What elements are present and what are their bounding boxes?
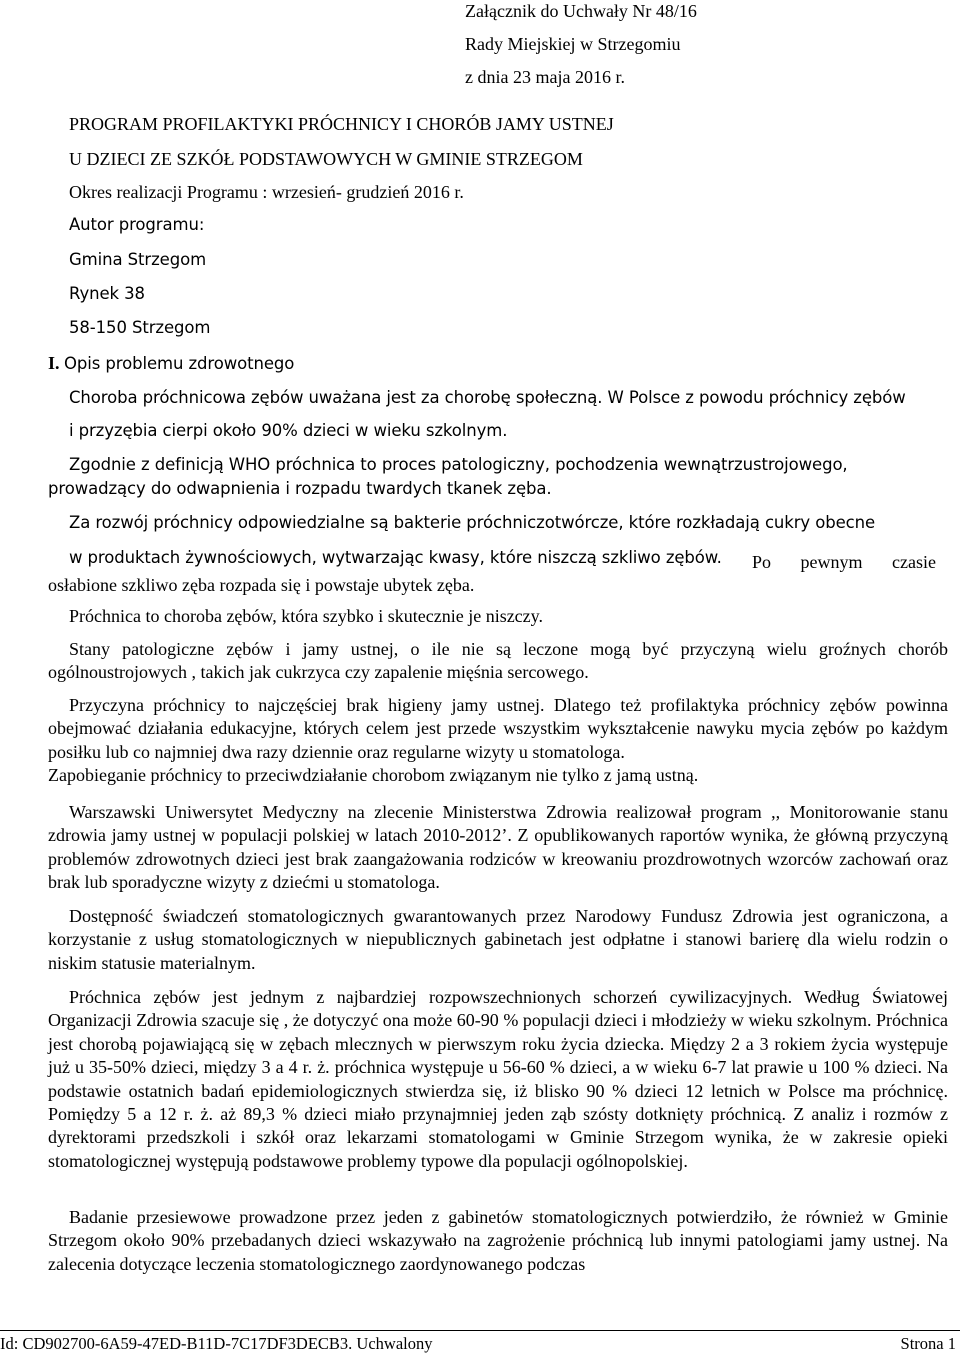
who-definition-line2: prowadzący do odwapnienia i rozpadu twardych tkanek zęba. (48, 479, 552, 498)
section-title: Opis problemu zdrowotnego (64, 354, 295, 373)
author-city: 58-150 Strzegom (69, 318, 211, 337)
document-id: Id: CD902700-6A59-47ED-B11D-7C17DF3DECB3. Uchwalony (0, 1334, 433, 1353)
section-number: I. (48, 353, 60, 373)
attachment-header-line2: Rady Miejskiej w Strzegomiu (465, 34, 681, 54)
caries-short-paragraph: Próchnica to choroba zębów, która szybko i skutecznie je niszczy. (69, 606, 543, 626)
program-title-line1: PROGRAM PROFILAKTYKI PRÓCHNICY I CHORÓB JAMY USTNEJ (69, 114, 614, 134)
section-intro-line1: Choroba próchnicowa zębów uważana jest za chorobę społeczną. W Polsce z powodu próchnicy zębów (69, 388, 906, 407)
bacteria-paragraph-line1: Za rozwój próchnicy odpowiedzialne są bakterie próchniczotwórcze, które rozkładają cukry obecne (69, 513, 876, 532)
enamel-paragraph: Po pewnym czasie osłabione szkliwo zęba rozpada się i powstaje ubytek zęba. (48, 552, 936, 596)
footer-divider (0, 1330, 960, 1331)
author-street: Rynek 38 (69, 284, 145, 303)
attachment-header-line3: z dnia 23 maja 2016 r. (465, 67, 625, 87)
author-name: Gmina Strzegom (69, 250, 207, 269)
author-label: Autor programu: (69, 215, 205, 234)
prevention-sentence: Zapobieganie próchnicy to przeciwdziałanie chorobom związanym nie tylko z jamą ustną. (48, 765, 699, 785)
pathology-paragraph: Stany patologiczne zębów i jamy ustnej, o ile nie są leczone mogą być przyczyną wielu groźnych chorób ogólnoustrojowych , takich jak cukrzyca czy zapalenie mięśnia sercowego. (48, 639, 948, 683)
hygiene-paragraph: Przyczyna próchnicy to najczęściej brak higieny jamy ustnej. Dlatego też profilaktyka próchnicy zębów powinna obejmować działania edukacyjne, których celem jest przede wszystkim wykształcenie nawyku mycia zębów po każdym posiłku lub co najmniej dwa razy dziennie oraz regularne wizyty u stomatologa. (48, 695, 948, 762)
who-definition-line1: Zgodnie z definicją WHO próchnica to proces patologiczny, pochodzenia wewnątrzustrojowego, (69, 455, 848, 474)
nfz-access-paragraph: Dostępność świadczeń stomatologicznych gwarantowanych przez Narodowy Fundusz Zdrowia jest ograniczona, a korzystanie z usług stomatologicznych w niepublicznych gabinetach jest odpłatne i stanowi barierę dla wielu rodzin o niskim statusie materialnym. (48, 906, 948, 973)
program-period: Okres realizacji Programu : wrzesień- grudzień 2016 r. (69, 182, 464, 202)
program-title-line2: U DZIECI ZE SZKÓŁ PODSTAWOWYCH W GMINIE STRZEGOM (69, 149, 583, 169)
caries-statistics-paragraph: Próchnica zębów jest jednym z najbardziej rozpowszechnionych schorzeń cywilizacyjnych. Według Światowej Organizacji Zdrowia szacuje się , że dotyczyć ona może 60-90 % populacji dzieci i młodzieży w wieku szkolnym. Próchnica jest chorobą pojawiającą się w zębach mlecznych w pierwszym roku życia dziecka. Między 2 a 3 rokiem życia występuje już u 35-50% dzieci, między 3 a 4 r. ż. próchnica występuje u 56-60 % dzieci, a w wieku 6-7 lat prawie u 100 % dzieci. Na podstawie ostatnich badań epidemiologicznych stwierdza się, iż blisko 90 % dzieci 12 letnich w Polsce ma próchnicę. Pomiędzy 5 a 12 r. ż. aż 89,3 % dzieci miało przynajmniej jeden ząb szósty dotknięty próchnicą. Z analiz i rozmów z dyrektorami przedszkoli i szkół oraz lekarzami stomatologami w Gminie Strzegom wynika, że w zakresie opieki stomatologicznej występują podstawowe problemy typowe dla populacji ogólnopolskiej. (48, 987, 948, 1171)
section-heading (48, 354, 294, 373)
attachment-header-line1: Załącznik do Uchwały Nr 48/16 (465, 1, 697, 21)
wum-monitoring-paragraph: Warszawski Uniwersytet Medyczny na zlecenie Ministerstwa Zdrowia realizował program ,, Monitorowanie stanu zdrowia jamy ustnej w populacji polskiej w latach 2010-2012’. Z opublikowanych raportów wynika, że główną przyczyną problemów zdrowotnych dzieci jest brak zaangażowania rodziców w kreowaniu prozdrowotnych wzorców zachowań oraz brak lub sporadyczne wizyty z dziećmi u stomatologa. (48, 802, 948, 893)
section-intro-line2: i przyzębia cierpi około 90% dzieci w wieku szkolnym. (69, 421, 508, 440)
page-number: Strona 1 (900, 1334, 956, 1353)
screening-paragraph: Badanie przesiewowe prowadzone przez jeden z gabinetów stomatologicznych potwierdziło, że również w Gminie Strzegom około 90% przebadanych dzieci wskazywało na zagrożenie próchnicą lub innymi patologiami jamy ustnej. Na zalecenia dotyczące leczenia stomatologicznego zaordynowanego podczas (48, 1207, 948, 1274)
bacteria-paragraph-text: w produktach żywnościowych, wytwarzając kwasy, które niszczą szkliwo zębów. (69, 548, 722, 567)
